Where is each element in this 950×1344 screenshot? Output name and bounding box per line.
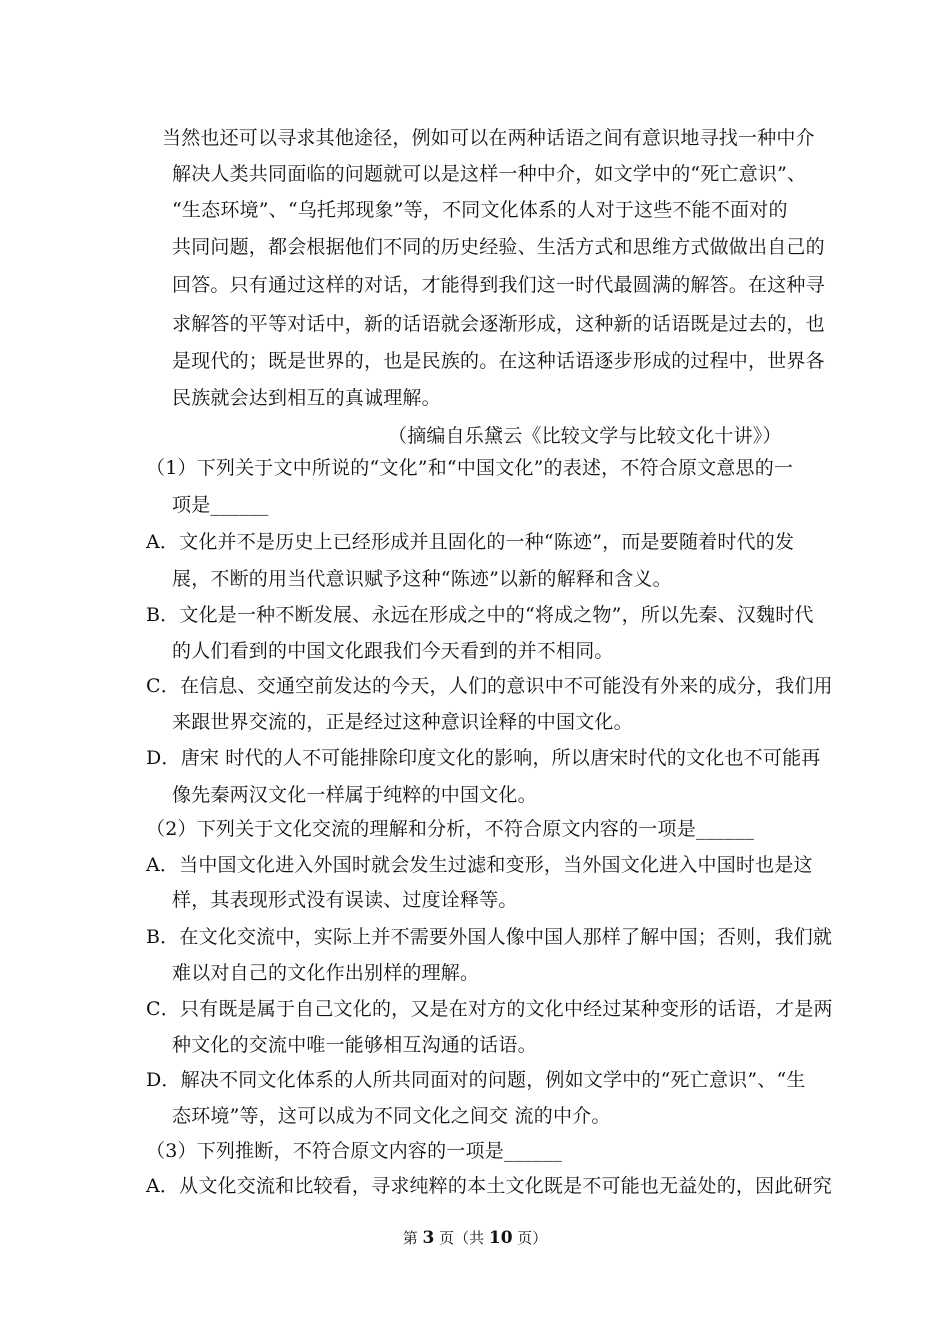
page-footer [0, 1228, 950, 1248]
passage-source: （摘编自乐黛云《比较文学与比较文化十讲》） [388, 425, 782, 447]
question-stem: （1）下列关于文中所说的“文化”和“中国文化”的表述，不符合原文意思的一 [146, 457, 794, 479]
page-total: 10 [488, 1228, 513, 1248]
passage-line: “生态环境”、“乌托邦现象”等，不同文化体系的人对于这些不能不面对的 [172, 199, 788, 221]
option-d-cont: 态环境”等，这可以成为不同文化之间交 流的中介。 [172, 1105, 611, 1127]
option-c: C．在信息、交通空前发达的今天，人们的意识中不可能没有外来的成分，我们用 [146, 675, 833, 697]
option-a: A．从文化交流和比较看，寻求纯粹的本土文化既是不可能也无益处的，因此研究 [146, 1175, 832, 1197]
passage-line: 当然也还可以寻求其他途径，例如可以在两种话语之间有意识地寻找一种中介 [162, 127, 815, 149]
page-number: 3 [422, 1228, 435, 1248]
option-d: D．解决不同文化体系的人所共同面对的问题，例如文学中的“死亡意识”、“生 [146, 1069, 806, 1091]
option-c-cont: 种文化的交流中唯一能够相互沟通的话语。 [172, 1034, 537, 1056]
footer-prefix: 第 [402, 1229, 423, 1247]
passage-line: 解决人类共同面临的问题就可以是这样一种中介，如文学中的“死亡意识”、 [172, 163, 807, 185]
passage-line: 求解答的平等对话中，新的话语就会逐渐形成，这种新的话语既是过去的，也 [172, 313, 825, 335]
passage-line: 是现代的；既是世界的，也是民族的。在这种话语逐步形成的过程中，世界各 [172, 350, 825, 372]
option-a-cont: 展，不断的用当代意识赋予这种“陈迹”以新的解释和含义。 [172, 568, 672, 590]
passage-line: 共同问题，都会根据他们不同的历史经验、生活方式和思维方式做做出自己的 [172, 236, 825, 258]
option-b-cont: 的人们看到的中国文化跟我们今天看到的并不相同。 [172, 640, 614, 662]
option-a: A．文化并不是历史上已经形成并且固化的一种“陈迹”，而是要随着时代的发 [146, 531, 795, 553]
option-b: B．在文化交流中，实际上并不需要外国人像中国人那样了解中国；否则，我们就 [146, 926, 833, 948]
option-b-cont: 难以对自己的文化作出别样的理解。 [172, 962, 480, 984]
option-d-cont: 像先秦两汉文化一样属于纯粹的中国文化。 [172, 784, 537, 806]
question-stem: 项是______ [172, 494, 269, 516]
passage-line: 民族就会达到相互的真诚理解。 [172, 387, 441, 409]
footer-middle: 页（共 [434, 1229, 489, 1247]
passage-line: 回答。只有通过这样的对话，才能得到我们这一时代最圆满的解答。在这种寻 [172, 274, 825, 296]
option-b: B．文化是一种不断发展、永远在形成之中的“将成之物”，所以先秦、汉魏时代 [146, 604, 814, 626]
footer-suffix: 页） [512, 1229, 548, 1247]
option-c: C．只有既是属于自己文化的，又是在对方的文化中经过某种变形的话语，才是两 [146, 998, 833, 1020]
question-stem: （2）下列关于文化交流的理解和分析，不符合原文内容的一项是______ [146, 818, 755, 840]
question-stem: （3）下列推断，不符合原文内容的一项是______ [146, 1140, 563, 1162]
option-d: D．唐宋 时代的人不可能排除印度文化的影响，所以唐宋时代的文化也不可能再 [146, 747, 821, 769]
option-c-cont: 来跟世界交流的，正是经过这种意识诠释的中国文化。 [172, 711, 633, 733]
option-a-cont: 样，其表现形式没有误读、过度诠释等。 [172, 889, 518, 911]
option-a: A．当中国文化进入外国时就会发生过滤和变形，当外国文化进入中国时也是这 [146, 854, 813, 876]
